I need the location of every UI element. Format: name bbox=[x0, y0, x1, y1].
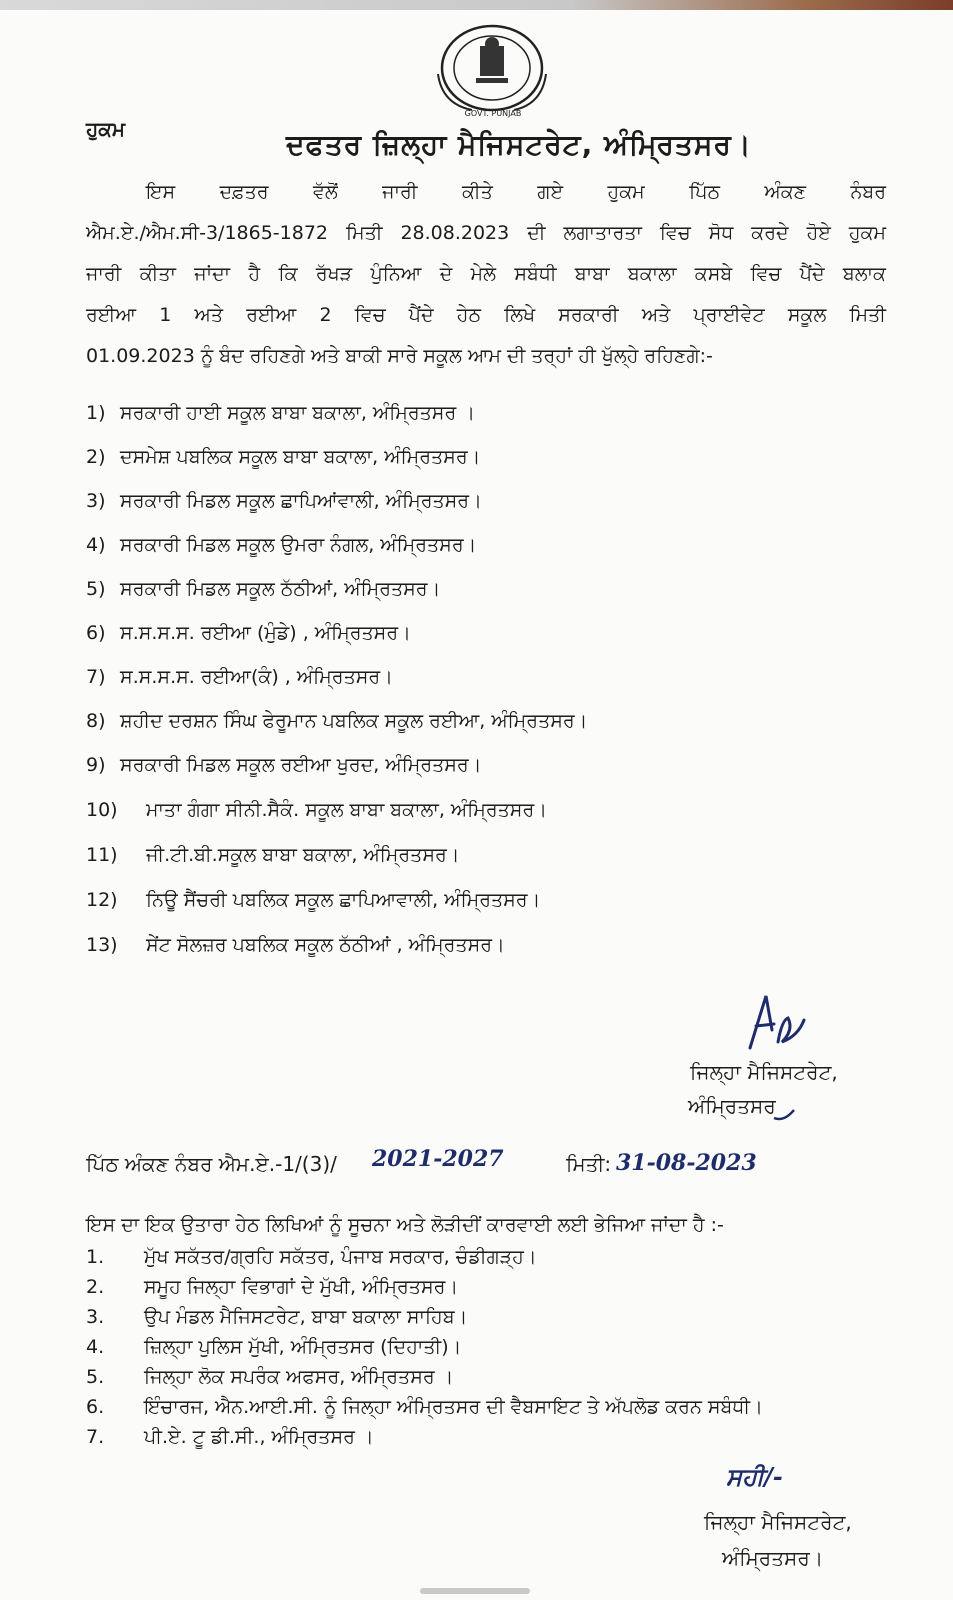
item-number: 2. bbox=[86, 1276, 105, 1298]
school-item bbox=[86, 578, 440, 600]
item-text: ਜ਼ਿਲ੍ਹਾ ਪੁਲਿਸ ਮੁੱਖੀ, ਅੰਮ੍ਰਿਤਸਰ (ਦਿਹਾਤੀ)। bbox=[144, 1336, 462, 1358]
school-item bbox=[86, 754, 482, 776]
school-item bbox=[86, 799, 547, 821]
signatory-designation: ਜਿਲ੍ਹਾ ਮੈਜਿਸਟਰੇਟ, bbox=[704, 1510, 852, 1534]
order-label: ਹੁਕਮ bbox=[86, 117, 126, 141]
signatory-designation: ਜਿਲ੍ਹਾ ਮੈਜਿਸਟਰੇਟ, bbox=[690, 1060, 838, 1084]
item-number: 5) bbox=[86, 578, 106, 600]
school-item bbox=[86, 402, 475, 424]
item-number: 7) bbox=[86, 666, 106, 688]
item-text: ਸੇਂਟ ਸੋਲਜ਼ਰ ਪਬਲਿਕ ਸਕੂਲ ਠੱਠੀਆਂ , ਅੰਮ੍ਰਿਤਸਰ। bbox=[146, 934, 505, 956]
item-number: 3. bbox=[86, 1306, 105, 1328]
copy-item bbox=[86, 1336, 461, 1358]
item-number: 12) bbox=[86, 889, 118, 911]
item-text: ਜਿਲ੍ਹਾ ਲੋਕ ਸਪਰੰਕ ਅਫਸਰ, ਅੰਮ੍ਰਿਤਸਰ । bbox=[144, 1366, 454, 1388]
paragraph-line: ਇਸ ਦਫ਼ਤਰ ਵੱਲੋਂ ਜਾਰੀ ਕੀਤੇ ਗਏ ਹੁਕਮ ਪਿੱਠ ਅੰਕਣ ਨੰਬਰ bbox=[146, 181, 886, 203]
item-text: ਨਿਊ ਸੈਂਚਰੀ ਪਬਲਿਕ ਸਕੂਲ ਛਾਪਿਆਵਾਲੀ, ਅੰਮ੍ਰਿਤਸਰ। bbox=[146, 889, 541, 911]
office-title: ਦਫਤਰ ਜ਼ਿਲ੍ਹਾ ਮੈਜਿਸਟਰੇਟ, ਅੰਮ੍ਰਿਤਸਰ। bbox=[286, 128, 752, 161]
item-text: ਮਾਤਾ ਗੰਗਾ ਸੀਨੀ.ਸੈਕੰ. ਸਕੂਲ ਬਾਬਾ ਬਕਾਲਾ, ਅੰਮ੍ਰਿਤਸਰ। bbox=[146, 799, 548, 821]
signatory-place: ਅੰਮ੍ਰਿਤਸਰ। bbox=[722, 1546, 824, 1570]
item-text: ਸ਼ਹੀਦ ਦਰਸ਼ਨ ਸਿੰਘ ਫੇਰੂਮਾਨ ਪਬਲਿਕ ਸਕੂਲ ਰਈਆ, ਅੰਮ੍ਰਿਤਸਰ। bbox=[120, 710, 588, 732]
order-paragraph bbox=[86, 172, 886, 377]
item-number: 2) bbox=[86, 446, 106, 468]
scroll-indicator bbox=[420, 1588, 530, 1594]
paragraph-line: ਜਾਰੀ ਕੀਤਾ ਜਾਂਦਾ ਹੈ ਕਿ ਰੱਖੜ ਪੁੰਨਿਆ ਦੇ ਮੇਲੇ ਸਬੰਧੀ ਬਾਬਾ ਬਕਾਲਾ ਕਸਬੇ ਵਿਚ ਪੈਂਦੇ ਬਲਾਕ bbox=[86, 263, 886, 285]
item-number: 1) bbox=[86, 402, 106, 424]
school-item bbox=[86, 889, 540, 911]
item-number: 10) bbox=[86, 799, 118, 821]
item-number: 6. bbox=[86, 1396, 105, 1418]
item-text: ਦਸਮੇਸ਼ ਪਬਲਿਕ ਸਕੂਲ ਬਾਬਾ ਬਕਾਲਾ, ਅੰਮ੍ਰਿਤਸਰ। bbox=[120, 446, 481, 468]
copy-item bbox=[86, 1396, 763, 1418]
item-number: 1. bbox=[86, 1246, 105, 1268]
item-text: ਪੀ.ਏ. ਟੂ ਡੀ.ਸੀ., ਅੰਮ੍ਰਿਤਸਰ । bbox=[144, 1426, 374, 1448]
item-text: ਉਪ ਮੰਡਲ ਮੈਜਿਸਟਰੇਟ, ਬਾਬਾ ਬਕਾਲਾ ਸਾਹਿਬ। bbox=[144, 1306, 468, 1328]
svg-text:GOVT. PUNJAB: GOVT. PUNJAB bbox=[464, 109, 522, 118]
item-text: ਮੁੱਖ ਸਕੱਤਰ/ਗ੍ਰਹਿ ਸਕੱਤਰ, ਪੰਜਾਬ ਸਰਕਾਰ, ਚੰਡੀਗੜ੍ਹ। bbox=[144, 1246, 537, 1268]
punjab-govt-emblem bbox=[432, 24, 554, 120]
item-text: ਜੀ.ਟੀ.ਬੀ.ਸਕੂਲ ਬਾਬਾ ਬਕਾਲਾ, ਅੰਮ੍ਰਿਤਸਰ। bbox=[146, 844, 460, 866]
item-number: 5. bbox=[86, 1366, 105, 1388]
school-item bbox=[86, 934, 505, 956]
date-label: ਮਿਤੀ: bbox=[566, 1152, 612, 1176]
item-text: ਸਰਕਾਰੀ ਮਿਡਲ ਸਕੂਲ ਠੱਠੀਆਂ, ਅੰਮ੍ਰਿਤਸਰ। bbox=[120, 578, 441, 600]
item-text: ਇੰਚਾਰਜ, ਐਨ.ਆਈ.ਸੀ. ਨੂੰ ਜਿਲ੍ਹਾ ਅੰਮ੍ਰਿਤਸਰ ਦੀ ਵੈਬਸਾਇਟ ਤੇ ਅੱਪਲੋਡ ਕਰਨ ਸਬੰਧੀ। bbox=[144, 1396, 763, 1418]
endorsement-label: ਪਿੱਠ ਅੰਕਣ ਨੰਬਰ ਐਮ.ਏ.-1/(3)/ bbox=[86, 1152, 337, 1176]
item-number: 3) bbox=[86, 490, 106, 512]
item-number: 11) bbox=[86, 844, 118, 866]
item-text: ਸ.ਸ.ਸ.ਸ. ਰਈਆ(ਕੰ) , ਅੰਮ੍ਰਿਤਸਰ। bbox=[120, 666, 393, 688]
school-item bbox=[86, 446, 480, 468]
item-number: 7. bbox=[86, 1426, 105, 1448]
endorsement-number: 2021-2027 bbox=[372, 1146, 504, 1172]
copy-item bbox=[86, 1306, 467, 1328]
item-text: ਸਰਕਾਰੀ ਹਾਈ ਸਕੂਲ ਬਾਬਾ ਬਕਾਲਾ, ਅੰਮ੍ਰਿਤਸਰ । bbox=[120, 402, 476, 424]
paragraph-line: 01.09.2023 ਨੂੰ ਬੰਦ ਰਹਿਣਗੇ ਅਤੇ ਬਾਕੀ ਸਾਰੇ ਸਕੂਲ ਆਮ ਦੀ ਤਰ੍ਹਾਂ ਹੀ ਖੁੱਲ੍ਹੇ ਰਹਿਣਗੇ:- bbox=[86, 345, 713, 367]
place-underline bbox=[770, 1104, 800, 1124]
item-text: ਸਰਕਾਰੀ ਮਿਡਲ ਸਕੂਲ ਉਮਰਾ ਨੰਗਲ, ਅੰਮ੍ਰਿਤਸਰ। bbox=[120, 534, 477, 556]
signature-scribble bbox=[738, 990, 808, 1060]
school-item bbox=[86, 534, 476, 556]
item-number: 13) bbox=[86, 934, 118, 956]
endorsement-date: 31-08-2023 bbox=[616, 1150, 757, 1176]
signatory-place: ਅੰਮ੍ਰਿਤਸਰ bbox=[688, 1094, 776, 1118]
item-number: 4) bbox=[86, 534, 106, 556]
school-item bbox=[86, 490, 482, 512]
school-item bbox=[86, 844, 460, 866]
copy-item bbox=[86, 1426, 374, 1448]
item-number: 8) bbox=[86, 710, 106, 732]
copy-item bbox=[86, 1246, 537, 1268]
copy-item bbox=[86, 1366, 453, 1388]
item-number: 4. bbox=[86, 1336, 105, 1358]
sd-mark: ਸਹੀ/- bbox=[726, 1462, 783, 1491]
copy-intro: ਇਸ ਦਾ ਇਕ ਉਤਾਰਾ ਹੇਠ ਲਿਖਿਆਂ ਨੂੰ ਸੂਚਨਾ ਅਤੇ ਲੋੜੀਦੀਂ ਕਾਰਵਾਈ ਲਈ ਭੇਜਿਆ ਜਾਂਦਾ ਹੈ :- bbox=[86, 1214, 724, 1236]
item-text: ਸਰਕਾਰੀ ਮਿਡਲ ਸਕੂਲ ਰਈਆ ਖੁਰਦ, ਅੰਮ੍ਰਿਤਸਰ। bbox=[120, 754, 482, 776]
item-number: 9) bbox=[86, 754, 106, 776]
paragraph-line: ਐਮ.ਏ./ਐਮ.ਸੀ-3/1865-1872 ਮਿਤੀ 28.08.2023 ਦੀ ਲਗਾਤਾਰਤਾ ਵਿਚ ਸੋਧ ਕਰਦੇ ਹੋਏ ਹੁਕਮ bbox=[86, 222, 886, 244]
item-text: ਸਮੂਹ ਜਿਲ੍ਹਾ ਵਿਭਾਗਾਂ ਦੇ ਮੁੱਖੀ, ਅੰਮ੍ਰਿਤਸਰ। bbox=[144, 1276, 459, 1298]
item-text: ਸਰਕਾਰੀ ਮਿਡਲ ਸਕੂਲ ਛਾਪਿਆਂਵਾਲੀ, ਅੰਮ੍ਰਿਤਸਰ। bbox=[120, 490, 482, 512]
copy-item bbox=[86, 1276, 458, 1298]
document-page bbox=[0, 10, 953, 1600]
item-text: ਸ.ਸ.ਸ.ਸ. ਰਈਆ (ਮੁੰਡੇ) , ਅੰਮ੍ਰਿਤਸਰ। bbox=[120, 622, 411, 644]
paragraph-line: ਰਈਆ 1 ਅਤੇ ਰਈਆ 2 ਵਿਚ ਪੈਂਦੇ ਹੇਠ ਲਿਖੇ ਸਰਕਾਰੀ ਅਤੇ ਪ੍ਰਾਈਵੇਟ ਸਕੂਲ ਮਿਤੀ bbox=[86, 304, 886, 326]
school-item bbox=[86, 666, 393, 688]
school-item bbox=[86, 622, 411, 644]
school-item bbox=[86, 710, 588, 732]
item-number: 6) bbox=[86, 622, 106, 644]
